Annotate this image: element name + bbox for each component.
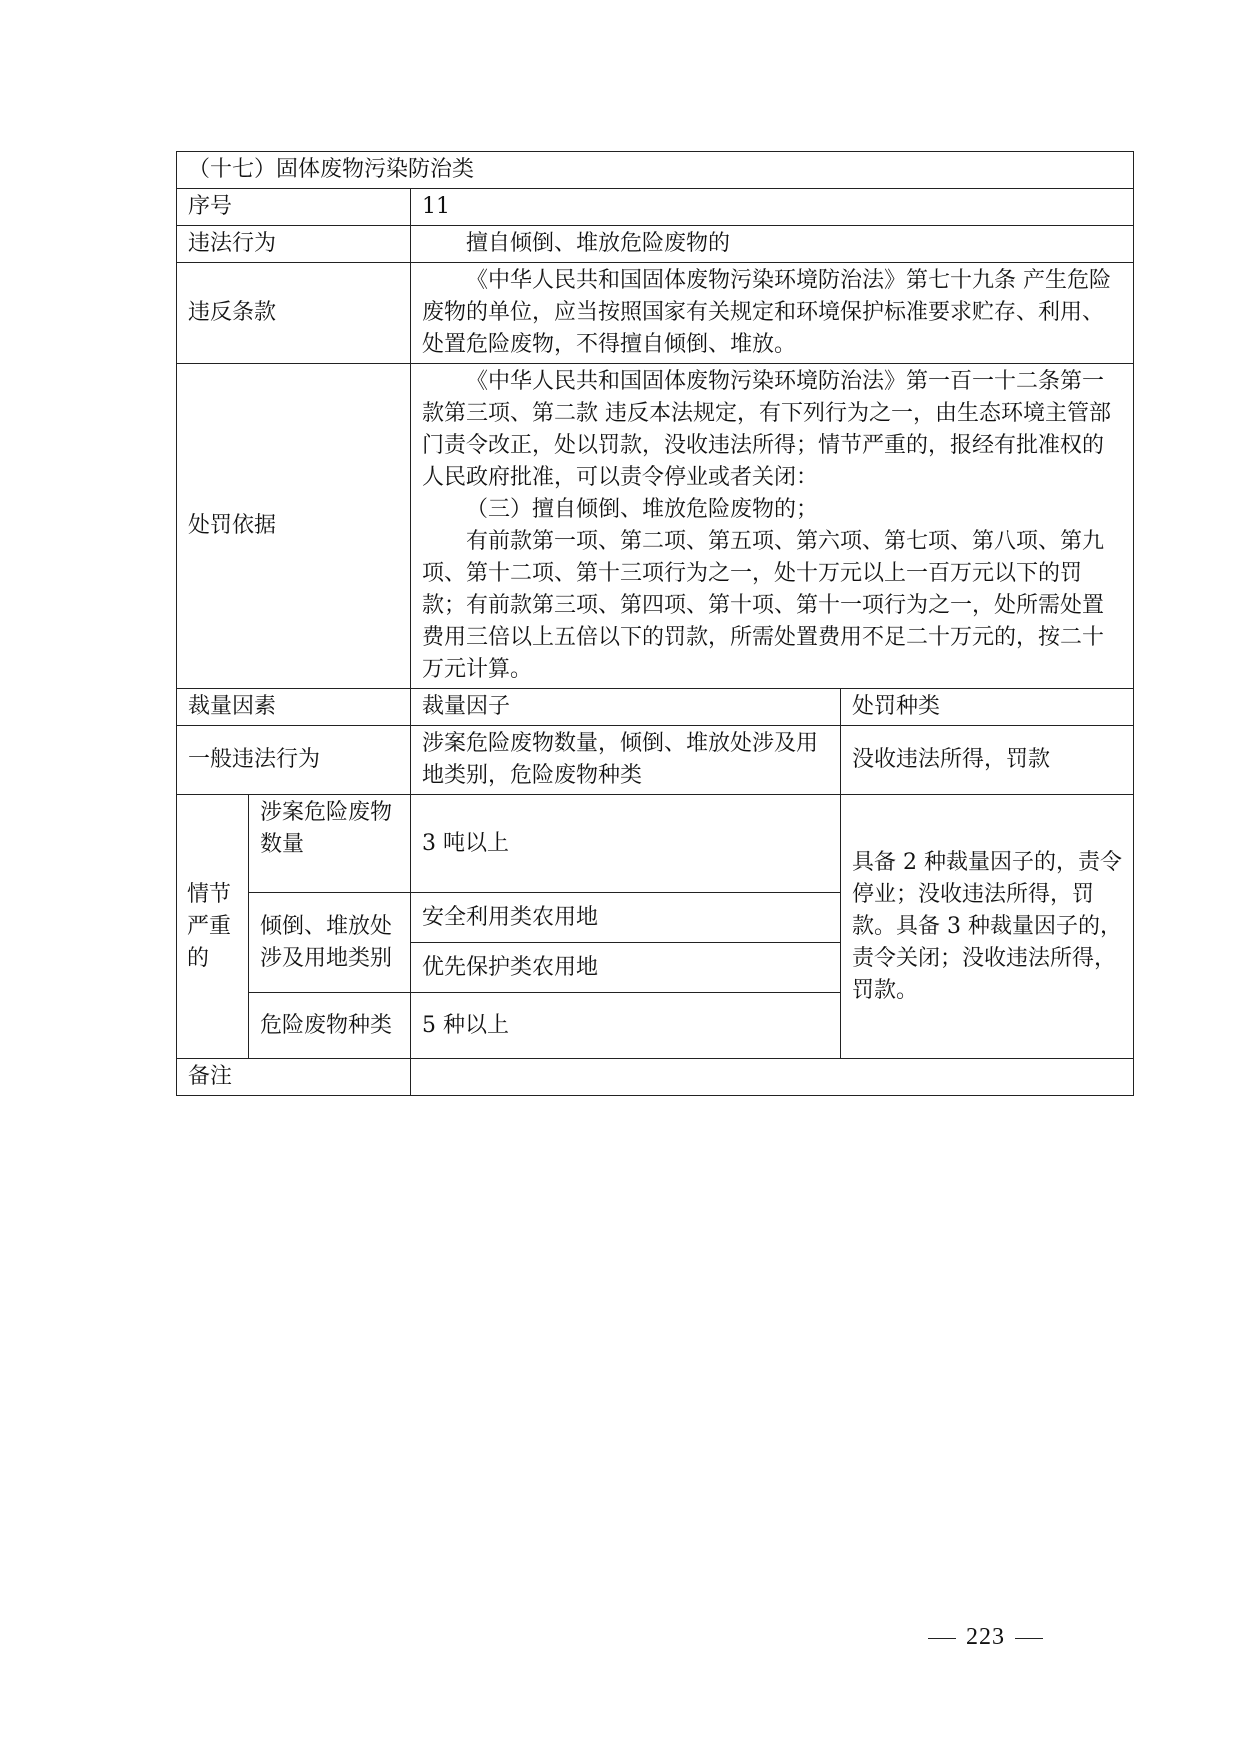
serial-value: 11 bbox=[411, 189, 1134, 226]
factor-header-col3: 处罚种类 bbox=[841, 689, 1134, 726]
serious-label: 情节严重的 bbox=[177, 795, 249, 1059]
penalty-discretion-table bbox=[176, 151, 1134, 1096]
serious-factor-name-3: 危险废物种类 bbox=[249, 993, 411, 1059]
general-label: 一般违法行为 bbox=[177, 726, 411, 795]
page-number: 223 bbox=[966, 1624, 1005, 1650]
remarks-label: 备注 bbox=[177, 1059, 411, 1096]
basis-value bbox=[411, 364, 1134, 689]
serious-factor-value-1: 3 吨以上 bbox=[411, 795, 841, 893]
serial-label: 序号 bbox=[177, 189, 411, 226]
left-dash bbox=[928, 1638, 956, 1639]
factor-header-col1: 裁量因素 bbox=[177, 689, 411, 726]
remarks-value bbox=[411, 1059, 1134, 1096]
basis-paragraph-1: 《中华人民共和国固体废物污染环境防治法》第一百一十二条第一款第三项、第二款 违反本法规定，有下列行为之一，由生态环境主管部门责令改正，处以罚款，没收违法所得；情节严重的，报经有批准权的人民政府批准，可以责令停业或者关闭： bbox=[422, 369, 1111, 490]
serious-factor-name-1: 涉案危险废物数量 bbox=[249, 795, 411, 893]
serious-penalty: 具备 2 种裁量因子的，责令停业；没收违法所得，罚款。具备 3 种裁量因子的，责令关闭；没收违法所得，罚款。 bbox=[841, 795, 1134, 1059]
violation-value: 擅自倾倒、堆放危险废物的 bbox=[411, 226, 1134, 263]
basis-paragraph-3: 有前款第一项、第二项、第五项、第六项、第七项、第八项、第九项、第十二项、第十三项行为之一，处十万元以上一百万元以下的罚款；有前款第三项、第四项、第十项、第十一项行为之一，处所需处置费用三倍以上五倍以下的罚款，所需处置费用不足二十万元的，按二十万元计算。 bbox=[422, 529, 1105, 682]
clause-label: 违反条款 bbox=[177, 263, 411, 364]
clause-value: 《中华人民共和国固体废物污染环境防治法》第七十九条 产生危险废物的单位，应当按照国家有关规定和环境保护标准要求贮存、利用、处置危险废物，不得擅自倾倒、堆放。 bbox=[411, 263, 1134, 364]
basis-paragraph-2: （三）擅自倾倒、堆放危险废物的； bbox=[466, 497, 819, 522]
serious-factor-value-3: 5 种以上 bbox=[411, 993, 841, 1059]
serious-factor-name-2: 倾倒、堆放处涉及用地类别 bbox=[249, 893, 411, 993]
serious-factor-value-2a: 安全利用类农用地 bbox=[411, 893, 841, 943]
general-factor: 涉案危险废物数量，倾倒、堆放处涉及用地类别，危险废物种类 bbox=[411, 726, 841, 795]
section-title: （十七）固体废物污染防治类 bbox=[177, 152, 1134, 189]
basis-label: 处罚依据 bbox=[177, 364, 411, 689]
factor-header-col2: 裁量因子 bbox=[411, 689, 841, 726]
right-dash bbox=[1015, 1638, 1043, 1639]
page-footer bbox=[918, 1624, 1053, 1651]
violation-label: 违法行为 bbox=[177, 226, 411, 263]
serious-factor-value-2b: 优先保护类农用地 bbox=[411, 943, 841, 993]
general-penalty: 没收违法所得，罚款 bbox=[841, 726, 1134, 795]
